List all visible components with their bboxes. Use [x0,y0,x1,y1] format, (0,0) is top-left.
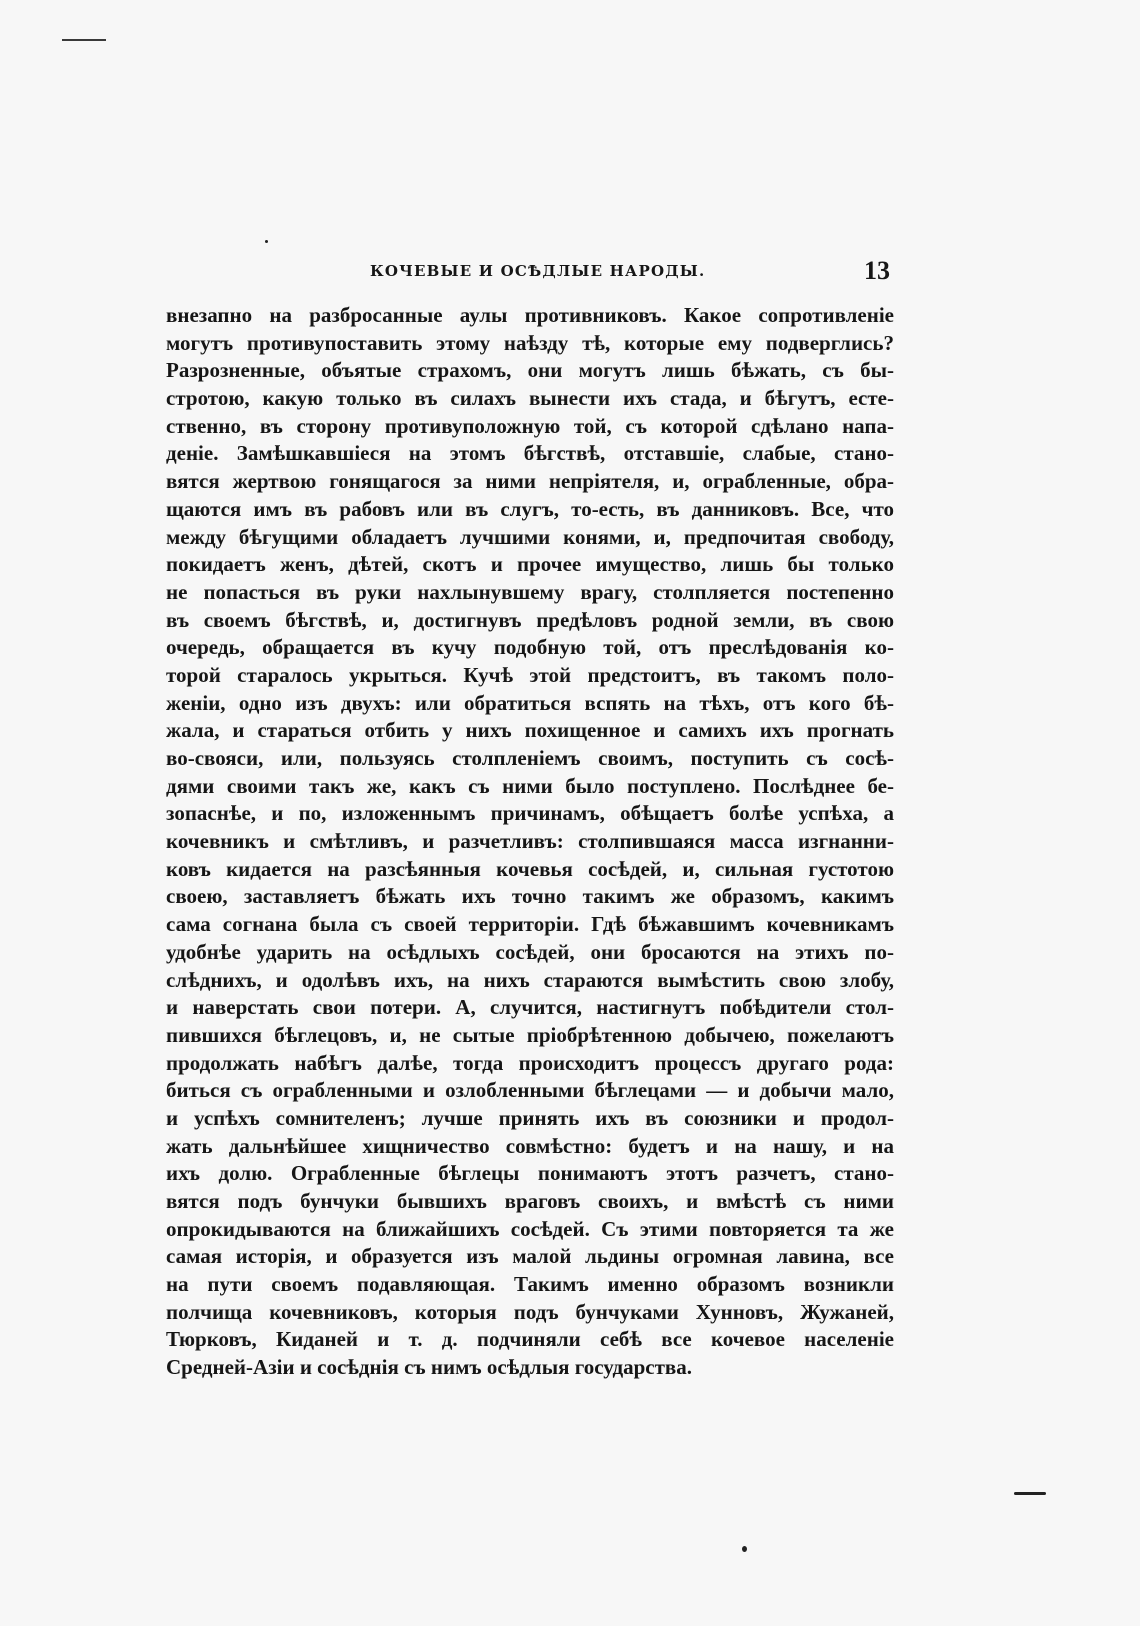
text-line: и наверстать свои потери. А, случится, настигнутъ побѣдители стол- [166,995,894,1020]
text-line: стротою, какую только въ силахъ вынести ихъ стада, и бѣгутъ, есте- [166,386,894,411]
text-line: пившихся бѣглецовъ, и, не сытые пріобрѣтенною добычею, пожелаютъ [166,1022,894,1047]
scan-speck [742,1546,747,1552]
text-line: самая исторія, и образуется изъ малой льдины огромная лавина, все [166,1244,894,1269]
text-line: женіи, одно изъ двухъ: или обратиться вспять на тѣхъ, отъ кого бѣ- [166,690,894,715]
text-line: жать дальнѣйшее хищничество совмѣстно: будетъ и на нашу, и на [166,1133,894,1158]
text-line: въ своемъ бѣгствѣ, и, достигнувъ предѣловъ родной земли, въ свою [166,607,894,632]
text-line: кочевникъ и смѣтливъ, и разчетливъ: столпившаяся масса изгнанни- [166,829,894,854]
text-line: очередь, обращается въ кучу подобную той, отъ преслѣдованія ко- [166,635,894,660]
text-line: продолжать набѣгъ далѣе, тогда происходитъ процессъ другаго рода: [166,1050,894,1075]
scan-mark [1014,1492,1046,1495]
body-text [166,302,894,1382]
text-line: дями своими такъ же, какъ съ ними было поступлено. Послѣднее бе- [166,773,894,798]
text-line: могутъ противупоставить этому наѣзду тѣ, которые ему подверглись? [166,330,894,355]
text-line: Средней-Азіи и сосѣднія съ нимъ осѣдлыя государства. [166,1355,692,1380]
text-line: Тюрковъ, Киданей и т. д. подчиняли себѣ все кочевое населеніе [166,1327,894,1352]
text-line: вятся жертвою гонящагося за ними непріятеля, и, ограбленные, обра- [166,469,894,494]
text-line: внезапно на разбросанные аулы противниковъ. Какое сопротивленіе [166,303,894,327]
text-line: не попасться въ руки нахлынувшему врагу, столпляется постепенно [166,579,894,604]
text-line: полчища кочевниковъ, которыя подъ бунчуками Хунновъ, Жужаней, [166,1299,894,1324]
text-line: сама согнана была съ своей территоріи. Гдѣ бѣжавшимъ кочевникамъ [166,912,894,937]
page-header [370,256,890,288]
text-line: покидаетъ женъ, дѣтей, скотъ и прочее имущество, лишь бы только [166,552,894,577]
text-line: жала, и стараться отбить у нихъ похищенное и самихъ ихъ прогнать [166,718,894,743]
scan-speck [265,240,268,243]
text-line: щаются имъ въ рабовъ или въ слугъ, то-есть, въ данниковъ. Все, что [166,496,894,521]
text-line: удобнѣе ударить на осѣдлыхъ сосѣдей, они бросаются на этихъ по- [166,939,894,964]
scan-mark [62,39,106,41]
text-line: ихъ долю. Ограбленные бѣглецы понимаютъ этотъ разчетъ, стано- [166,1161,894,1186]
text-line: во-свояси, или, пользуясь столпленіемъ своимъ, поступить съ сосѣ- [166,746,894,770]
text-line: биться съ ограбленными и озлобленными бѣглецами — и добычи мало, [166,1078,894,1103]
page-number: 13 [864,256,890,285]
text-line: слѣднихъ, и одолѣвъ ихъ, на нихъ стараются вымѣстить свою злобу, [166,967,894,992]
text-line: и успѣхъ сомнителенъ; лучше принять ихъ въ союзники и продол- [166,1105,894,1130]
text-line: между бѣгущими обладаетъ лучшими конями, и, предпочитая свободу, [166,524,894,549]
running-head: КОЧЕВЫЕ И ОСѢДЛЫЕ НАРОДЫ. [370,262,706,280]
text-line: своею, заставляетъ бѣжать ихъ точно такимъ же образомъ, какимъ [166,884,894,909]
text-line: опрокидываются на ближайшихъ сосѣдей. Съ этими повторяется та же [166,1216,894,1241]
text-line: зопаснѣе, и по, изложеннымъ причинамъ, обѣщаетъ болѣе успѣха, а [166,801,894,826]
text-line: ственно, въ сторону противуположную той, съ которой сдѣлано напа- [166,413,894,438]
text-line: ковъ кидается на разсѣянныя кочевья сосѣдей, и, сильная густотою [166,856,894,881]
text-line: деніе. Замѣшкавшіеся на этомъ бѣгствѣ, отставшіе, слабые, стано- [166,441,894,466]
text-line: на пути своемъ подавляющая. Такимъ именно образомъ возникли [166,1272,894,1297]
text-line: вятся подъ бунчуки бывшихъ враговъ своихъ, и вмѣстѣ съ ними [166,1189,894,1213]
text-line: торой старалось укрыться. Кучѣ этой предстоитъ, въ такомъ поло- [166,662,894,687]
text-line: Разрозненные, объятые страхомъ, они могутъ лишь бѣжать, съ бы- [166,358,894,383]
